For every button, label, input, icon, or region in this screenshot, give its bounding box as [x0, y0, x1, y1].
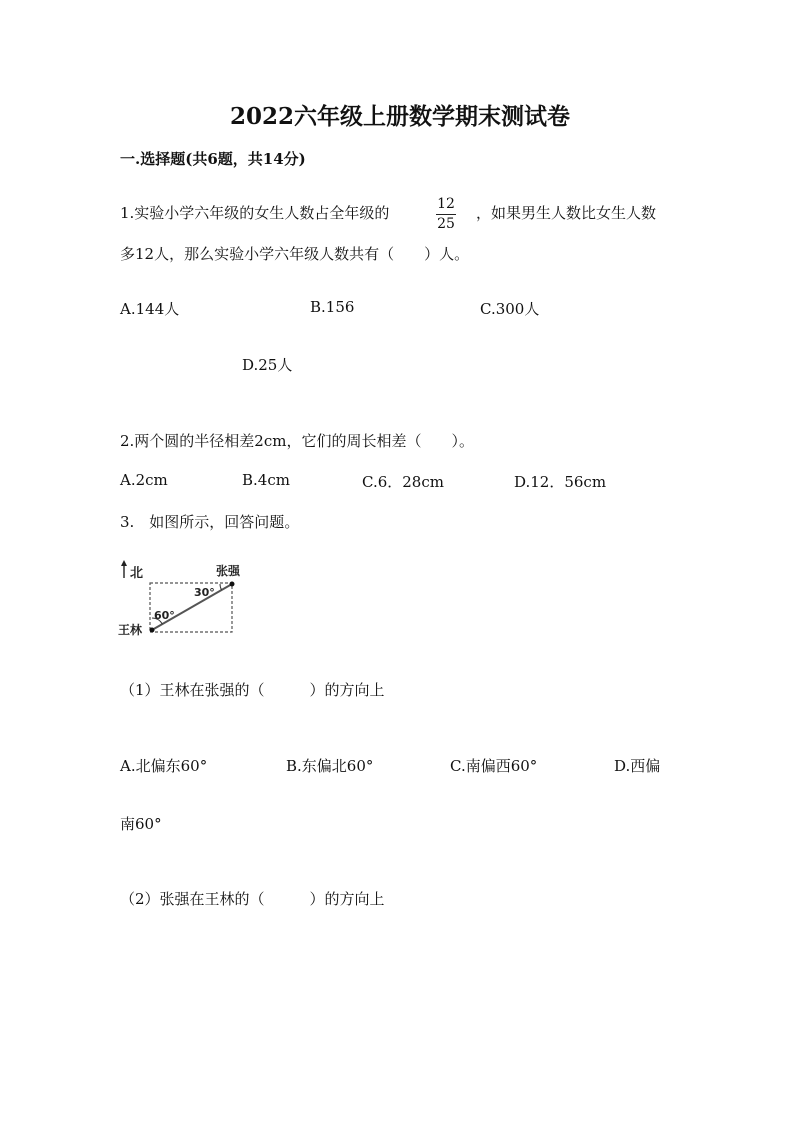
q2-stem: 2.两个圆的半径相差2cm，它们的周长相差（ ）。 [120, 432, 474, 450]
angle-label-bottom: 60° [154, 609, 175, 622]
point-zhangqiang [230, 582, 235, 587]
q3-sub1-option-d-continued: 南60° [120, 815, 162, 833]
fraction-denominator: 25 [437, 216, 455, 232]
north-label: 北 [130, 566, 144, 581]
angle-label-top: 30° [194, 586, 215, 599]
direction-figure [118, 556, 258, 644]
fraction-numerator: 12 [437, 196, 455, 212]
north-arrow-icon [121, 560, 127, 566]
q2-option-a: A.2cm [120, 471, 168, 489]
q3-sub2-stem: （2）张强在王林的（ ）的方向上 [120, 890, 385, 908]
q2-option-d: D.12．56cm [514, 473, 607, 491]
q3-sub1-option-d: D.西偏 [614, 757, 661, 775]
q3-sub1-stem: （1）王林在张强的（ ）的方向上 [120, 681, 385, 699]
q2-option-b: B.4cm [242, 471, 290, 489]
q3-sub1-option-a: A.北偏东60° [120, 757, 208, 775]
label-wanglin: 王林 [118, 623, 143, 637]
direction-diagram [118, 556, 258, 640]
section-heading: 一.选择题(共6题，共14分) [120, 150, 306, 168]
q1-option-b: B.156 [310, 298, 355, 316]
q1-stem-line1-end: ，如果男生人数比女生人数 [476, 204, 657, 222]
q1-option-c: C.300人 [480, 300, 540, 318]
q1-option-d: D.25人 [242, 356, 293, 374]
angle-arc-top [220, 584, 222, 590]
connecting-line [152, 584, 232, 630]
q1-option-a: A.144人 [120, 300, 180, 318]
q1-fraction [436, 196, 456, 233]
page-title: 2022六年级上册数学期末测试卷 [229, 103, 570, 130]
q1-stem-line2: 多12人，那么实验小学六年级人数共有（ ）人。 [120, 245, 470, 263]
q3-stem: 3. 如图所示，回答问题。 [120, 513, 300, 531]
point-wanglin [150, 628, 155, 633]
q3-sub1-option-b: B.东偏北60° [286, 757, 374, 775]
fraction-bar [436, 214, 456, 215]
q2-option-c: C.6．28cm [362, 473, 444, 491]
q3-sub1-option-c: C.南偏西60° [450, 757, 538, 775]
q1-stem-line1-start: 1.实验小学六年级的女生人数占全年级的 [120, 204, 390, 222]
label-zhangqiang: 张强 [216, 564, 241, 578]
